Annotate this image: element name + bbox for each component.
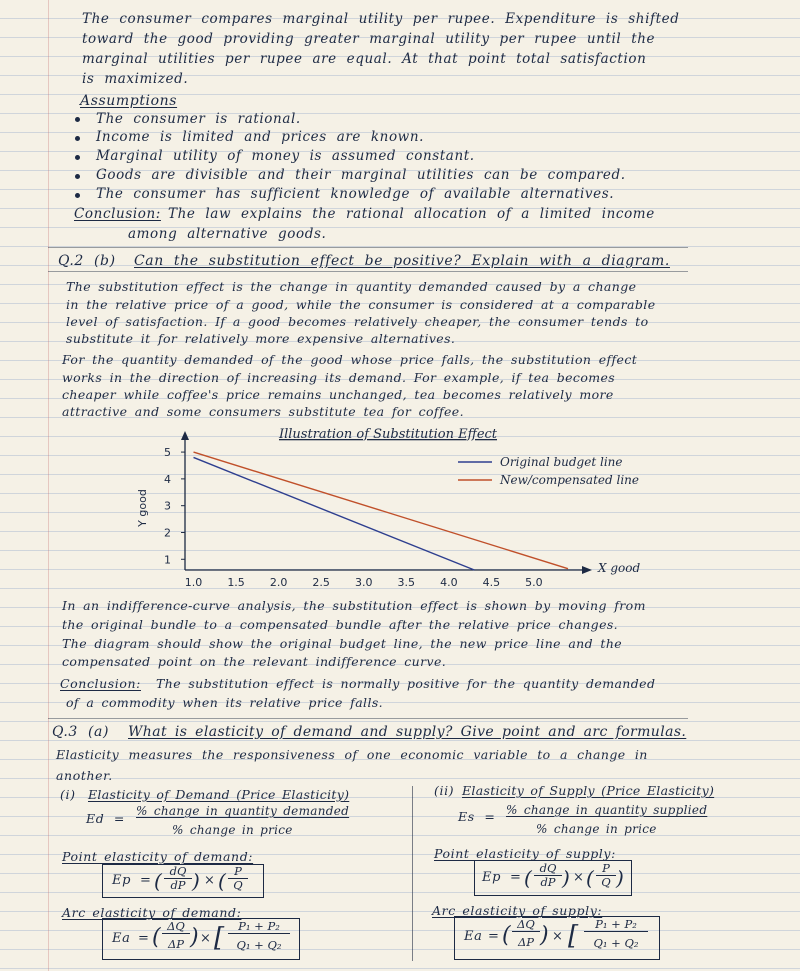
x-tick-label: 3.5	[397, 576, 416, 589]
open-paren: (	[524, 866, 533, 890]
q2-para3-line2: the original bundle to a compensated bundle after the relative price changes.	[62, 617, 619, 632]
chart-title: Illustration of Substitution Effect	[278, 427, 498, 442]
assumption-item: Income is limited and prices are known.	[96, 129, 425, 145]
ep-symbol: Ep	[482, 870, 502, 885]
open-bracket: [	[568, 921, 579, 951]
equals-sign: =	[140, 873, 152, 888]
ed-numerator: % change in quantity demanded	[136, 804, 350, 818]
y-axis-arrowhead	[181, 431, 189, 440]
x-tick-label: 1.5	[227, 576, 245, 589]
q3-intro-line1: Elasticity measures the responsiveness of one economic variable to a change in	[56, 747, 648, 762]
q2-para1-line1: The substitution effect is the change in quantity demanded caused by a change	[66, 279, 637, 294]
q-denominator: Q	[233, 878, 243, 892]
dq-numerator: dQ	[164, 865, 192, 879]
close-paren: )	[616, 866, 625, 890]
x-axis-label: X good	[598, 561, 641, 575]
delta-q-numerator: ΔQ	[162, 920, 190, 934]
times-sign: ×	[200, 931, 212, 946]
column-divider	[412, 786, 413, 961]
para1-line3: marginal utilities per rupee are equal. At that point total satisfaction	[82, 51, 647, 67]
q2-para1-line2: in the relative price of a good, while the consumer is considered at a comparable	[66, 297, 656, 312]
conclusion-text-line2: among alternative goods.	[128, 226, 327, 242]
delta-p-denominator: ΔP	[167, 937, 185, 951]
close-paren: )	[562, 866, 571, 890]
q2-para3-line1: In an indifference-curve analysis, the substitution effect is shown by moving from	[62, 598, 646, 613]
legend-label-2: New/compensated line	[500, 473, 639, 487]
delta-q-numerator: ΔQ	[512, 918, 540, 932]
bullet-marker	[75, 193, 80, 198]
q3-intro-line2: another.	[56, 768, 113, 783]
assumption-item: The consumer has sufficient knowledge of available alternatives.	[96, 186, 615, 202]
q3-number: Q.3 (a)	[52, 724, 110, 740]
series-line-1	[194, 457, 475, 570]
q2-para3-line4: compensated point on the relevant indifference curve.	[62, 654, 447, 669]
q2-conclusion-label: Conclusion:	[60, 676, 141, 691]
q2-para3-line3: The diagram should show the original budget line, the new price line and the	[62, 636, 623, 651]
y-tick-label: 1	[164, 553, 171, 567]
demand-heading: Elasticity of Demand (Price Elasticity)	[88, 787, 350, 802]
es-symbol: Es =	[458, 809, 496, 824]
y-tick-label: 4	[164, 472, 171, 486]
supply-heading: Elasticity of Supply (Price Elasticity)	[462, 783, 715, 798]
q2-conclusion-line1: The substitution effect is normally positive for the quantity demanded	[156, 676, 656, 691]
q1-plus-q2-denominator: Q₁ + Q₂	[593, 936, 639, 950]
ep-symbol: Ep	[112, 873, 132, 888]
demand-arc-heading: Arc elasticity of demand:	[62, 905, 242, 920]
q1-plus-q2-denominator: Q₁ + Q₂	[236, 938, 282, 952]
assumption-item: Goods are divisible and their marginal utilities can be compared.	[96, 167, 626, 183]
ed-symbol: Ed =	[86, 811, 125, 826]
y-axis-label: Y good	[136, 489, 149, 527]
para1-line1: The consumer compares marginal utility per rupee. Expenditure is shifted	[82, 11, 680, 27]
x-tick-label: 1.0	[184, 576, 203, 589]
open-paren: (	[152, 925, 162, 950]
times-sign: ×	[552, 929, 564, 944]
question-divider	[48, 718, 688, 719]
open-bracket: [	[214, 923, 225, 953]
y-tick-label: 2	[164, 526, 171, 540]
x-tick-label: 4.0	[440, 576, 458, 589]
q3-question: What is elasticity of demand and supply? Give point and arc formulas.	[128, 724, 687, 740]
question-divider	[48, 271, 688, 272]
y-tick-label: 3	[164, 499, 171, 513]
series-line-2	[194, 452, 568, 569]
y-tick-label: 5	[164, 446, 171, 460]
p1-plus-p2-numerator: P₁ + P₂	[584, 918, 648, 932]
q2-para2-line1: For the quantity demanded of the good whose price falls, the substitution effect	[62, 352, 638, 367]
equals-sign: =	[488, 929, 500, 944]
bullet-marker	[75, 155, 80, 160]
q-denominator: Q	[601, 875, 611, 889]
demand-point-heading: Point elasticity of demand:	[62, 849, 254, 864]
x-tick-label: 3.0	[354, 576, 373, 589]
x-tick-label: 4.5	[482, 576, 501, 589]
dq-numerator: dQ	[534, 862, 562, 876]
open-paren: (	[218, 869, 227, 893]
supply-arc-heading: Arc elasticity of supply:	[432, 903, 603, 918]
q2-para1-line4: substitute it for relatively more expensive alternatives.	[66, 331, 456, 346]
x-axis-arrowhead	[582, 566, 592, 574]
q2-para1-line3: level of satisfaction. If a good becomes relatively cheaper, the consumer tends to	[66, 314, 649, 329]
times-sign: ×	[573, 870, 585, 885]
open-paren: (	[586, 866, 595, 890]
es-numerator: % change in quantity supplied	[506, 803, 708, 817]
assumptions-heading: Assumptions	[80, 93, 178, 109]
conclusion-text-line1: The law explains the rational allocation of a limited income	[168, 206, 655, 222]
dp-denominator: dP	[540, 875, 556, 889]
assumption-item: Marginal utility of money is assumed constant.	[96, 148, 475, 164]
conclusion-label: Conclusion:	[74, 206, 161, 222]
dp-denominator: dP	[170, 878, 186, 892]
p1-plus-p2-numerator: P₁ + P₂	[228, 920, 290, 934]
ed-denominator: % change in price	[172, 823, 293, 837]
bullet-marker	[75, 117, 80, 122]
equals-sign: =	[138, 931, 150, 946]
p-numerator: P	[228, 865, 248, 879]
close-paren: )	[192, 869, 201, 893]
times-sign: ×	[204, 873, 216, 888]
equals-sign: =	[510, 870, 522, 885]
delta-p-denominator: ΔP	[517, 935, 535, 949]
bullet-marker	[75, 136, 80, 141]
supply-heading-number: (ii)	[434, 783, 455, 798]
close-paren: )	[540, 923, 550, 948]
assumption-item: The consumer is rational.	[96, 111, 301, 127]
para1-line2: toward the good providing greater marginal utility per rupee until the	[82, 31, 656, 47]
para1-line4: is maximized.	[82, 71, 189, 87]
q2-para2-line2: works in the direction of increasing its demand. For example, if tea becomes	[62, 370, 616, 385]
x-tick-label: 2.0	[269, 576, 288, 589]
demand-heading-number: (i)	[60, 787, 76, 802]
p-numerator: P	[596, 862, 616, 876]
q2-question: Can the substitution effect be positive? Explain with a diagram.	[134, 253, 670, 269]
bullet-marker	[75, 174, 80, 179]
q2-para2-line3: cheaper while coffee's price remains unchanged, tea becomes relatively more	[62, 387, 614, 402]
x-tick-label: 2.5	[312, 576, 330, 589]
supply-point-heading: Point elasticity of supply:	[434, 846, 616, 861]
legend-label-1: Original budget line	[500, 455, 623, 469]
q2-para2-line4: attractive and some consumers substitute tea for coffee.	[62, 404, 464, 419]
open-paren: (	[154, 869, 163, 893]
q2-number: Q.2 (b)	[58, 253, 116, 269]
q2-conclusion-line2: of a commodity when its relative price falls.	[66, 695, 384, 710]
substitution-effect-chart	[0, 420, 800, 600]
x-tick-label: 5.0	[525, 576, 543, 589]
question-divider	[48, 247, 688, 248]
close-paren: )	[190, 925, 200, 950]
ea-symbol: Ea	[112, 931, 131, 946]
ea-symbol: Ea	[464, 929, 483, 944]
es-denominator: % change in price	[536, 822, 657, 836]
open-paren: (	[502, 923, 512, 948]
